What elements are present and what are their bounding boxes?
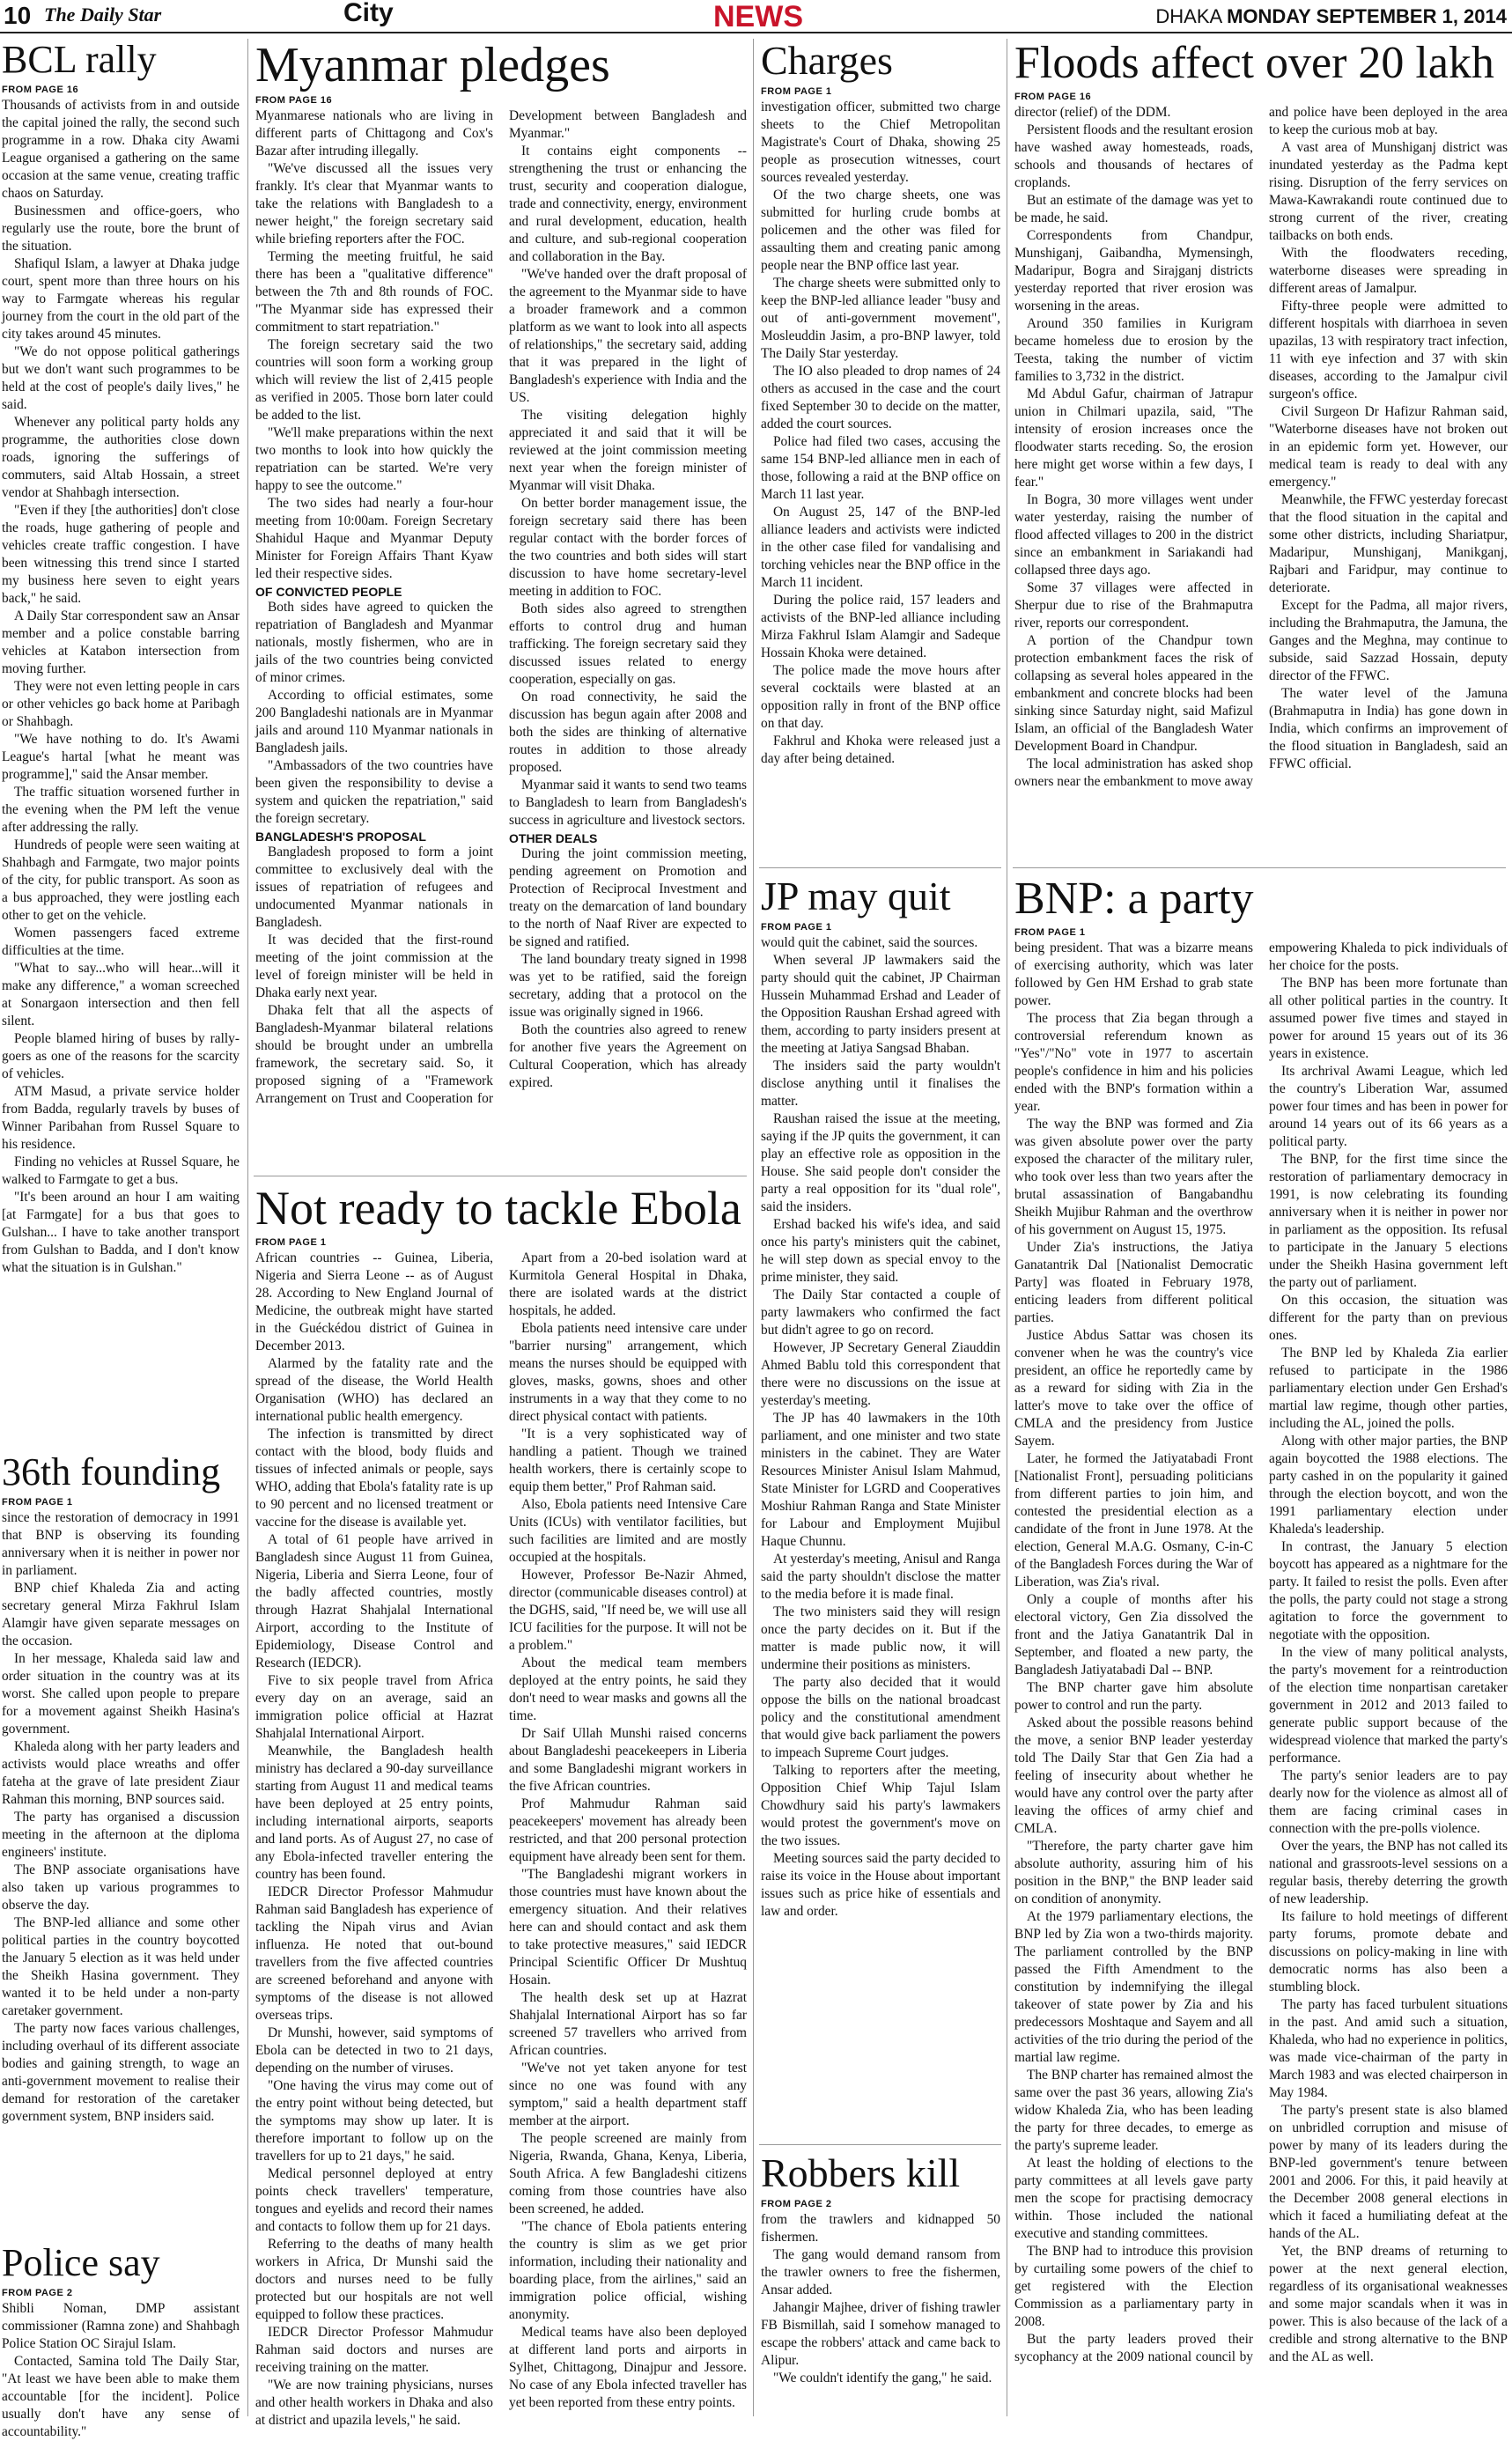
paragraph: Fifty-three people were admitted to different hospitals with diarrhoea in seven upazilas, 13 with respiratory tract infection, 11 with eye infection and 37 with skin diseases, according to the Jamalpur civil surgeon's office. bbox=[1269, 299, 1508, 402]
paragraph: Along with other major parties, the BNP again boycotted the 1988 elections. The party cashed in on the popularity it gained through the election boycott, and won the 1991 parliamentary election under Khaleda's leadership. bbox=[1269, 1434, 1508, 1537]
story-body bbox=[2, 97, 240, 1277]
paragraph: During the joint commission meeting, pending agreement on Promotion and Protection of Reciprocal Investment and treaty on the demarcation of land boundary to the north of Naaf River are expected to be signed and ratified. bbox=[509, 846, 747, 949]
paragraph: The party now faces various challenges, including overhaul of its different associate bodies and gaining strength, to wage an anti-government movement to realise their demand for restoration of the caretaker government system, BNP insiders said. bbox=[2, 2021, 240, 2124]
paragraph: ATM Masud, a private service holder from Badda, regularly travels by buses of Winner Paribahan from Russel Square to his residence. bbox=[2, 1084, 240, 1152]
paragraph: It contains eight components -- strengthening the trust or enhancing the trust, security and cooperation dialogue, trade and connectivity, energy, environment and rural development, education, health and culture, and sub-regional cooperation and collaboration in the Bay. bbox=[509, 144, 747, 264]
paragraph: would quit the cabinet, said the sources. bbox=[761, 935, 978, 950]
jump-line: FROM PAGE 1 bbox=[761, 86, 832, 97]
jump-line: FROM PAGE 2 bbox=[761, 2199, 832, 2209]
paragraph: People blamed hiring of buses by rally-goers as one of the reasons for the scarcity of vehicles. bbox=[2, 1031, 240, 1081]
jump-line: FROM PAGE 1 bbox=[1014, 927, 1086, 938]
paragraph: Around 350 families in Kurigram became homeless due to erosion by the Teesta, taking the number of victim families to 3,732 in the district. bbox=[1014, 316, 1253, 384]
paragraph: The party has organised a discussion meeting in the afternoon at the diploma engineers' institute. bbox=[2, 1810, 240, 1860]
paragraph: IEDCR Director Professor Mahmudur Rahman said doctors and nurses are receiving training on the matter. bbox=[255, 2325, 493, 2375]
paragraph: The local administration has asked shop owners near the embankment to move away and police have been deployed in the area to keep the curious mob at bay. bbox=[1014, 105, 1508, 789]
paragraph: Meeting sources said the party decided to raise its voice in the House about important issues such as price hike of essentials and law and order. bbox=[761, 1851, 1000, 1919]
paragraph: "We've handed over the draft proposal of the agreement to the Myanmar side to have a broader framework and a common platform as we want to look into all aspects of relationships," the secretary said, adding that it was prepared in the light of Bangladesh's experience with India and the US. bbox=[509, 267, 747, 405]
paragraph: Alarmed by the fatality rate and the spread of the disease, the World Health Organisation (WHO) has declared an international public health emergency. bbox=[255, 1356, 493, 1424]
paragraph: Meanwhile, the Bangladesh health ministry has declared a 90-day surveillance starting from August 11 and medical teams have been deployed at 25 entry points, including international airports, seaports and land ports. As of August 27, no case of any Ebola-infected traveller entering the country has been found. bbox=[255, 1744, 493, 1882]
paragraph: Contacted, Samina told The Daily Star, "At least we have been able to make them accountable [for the incident]. Police usually don't have any sense of accountability." bbox=[2, 2354, 240, 2439]
paragraph: "We'll make preparations within the next two months to look into how quickly the repatriation can be started. We're very happy to see the outcome." bbox=[255, 425, 493, 493]
jump-line: FROM PAGE 1 bbox=[761, 922, 832, 933]
paragraph: In her message, Khaleda said law and order situation in the country was at its worst. She called upon people to prepare for a movement against Sheikh Hasina's government. bbox=[2, 1651, 240, 1737]
paragraph: Ershad backed his wife's idea, and said once his party's ministers quit the cabinet, he will step down as special envoy to the prime minister, they said. bbox=[761, 1217, 1000, 1285]
paragraph: Its failure to hold meetings of different party forums, promote debate and discussions on policy-making in line with democratic norms has also been a stumbling block. bbox=[1269, 1909, 1508, 1995]
paragraph: On this occasion, the situation was different for the party than on previous ones. bbox=[1269, 1293, 1508, 1343]
paragraph: A portion of the Chandpur town protection embankment faces the risk of collapsing as several holes appeared in the embankment and concrete blocks had been sinking since Saturday night, said Mafizul Islam, an official of the Bangladesh Water Development Board in Chandpur. bbox=[1014, 633, 1253, 754]
paragraph: being president. That was a bizarre means of exercising authority, which was later followed by Gen HM Ershad to grab state power. bbox=[1014, 940, 1253, 1008]
paragraph: Talking to reporters after the meeting, Opposition Chief Whip Tajul Islam Chowdhury said his party's lawmakers would protest the government's move on the two issues. bbox=[761, 1763, 1000, 1848]
page-number: 10 bbox=[4, 2, 32, 29]
story-floods bbox=[1014, 38, 1508, 861]
paragraph: Later, he formed the Jatiyatabadi Front [Nationalist Front], persuading politicians from different parties to join him, and contested the presidential election as a candidate of the front in June 1978. At the election, General M.A.G. Osmany, C-in-C of the Bangladesh Forces during the War of Liberation, was Zia's rival. bbox=[1014, 1451, 1253, 1589]
paragraph: The land boundary treaty signed in 1998 was yet to be ratified, said the foreign secretary, adding that a protocol on the issue was originally signed in 1966. bbox=[509, 952, 747, 1020]
paragraph: Whenever any political party holds any programme, the authorities close down roads, ignoring the sufferings of commuters, said Altab Hossain, a street vendor at Shahbagh intersection. bbox=[2, 415, 240, 500]
headline: JP may quit bbox=[761, 874, 951, 918]
paragraph: Hundreds of people were seen waiting at Shahbagh and Farmgate, two major points of the city, for public transport. As soon as a bus approached, they were jostling each other to get on the vehicle. bbox=[2, 837, 240, 923]
paragraph: In Bogra, 30 more villages went under water yesterday, raising the number of flood affected villages to 200 in the district since an embankment in Sariakandi had collapsed three days ago. bbox=[1014, 492, 1253, 578]
paragraph: Terming the meeting fruitful, he said there has been a "qualitative difference" between the 7th and 8th rounds of FOC. "The Myanmar side has expressed their commitment to start repatriation." bbox=[255, 249, 493, 335]
paragraph: "It is a very sophisticated way of handling a patient. Though we trained health workers, there is certainly scope to equip them better," Prof Rahman said. bbox=[509, 1427, 747, 1494]
paragraph: from the trawlers and kidnapped 50 fishermen. bbox=[761, 2212, 1000, 2245]
paragraph: Ebola patients need intensive care under "barrier nursing" arrangement, which means the nurses should be equipped with gloves, masks, gowns, shoes and other instruments in a way that they come to no direct physical contact with patients. bbox=[509, 1321, 747, 1424]
paragraph: Raushan raised the issue at the meeting, saying if the JP quits the government, it can play an effective role as opposition in the House. She said people don't consider the party a real opposition for its "dual role", said the insiders. bbox=[761, 1111, 1000, 1214]
paragraph: The visiting delegation highly appreciated it and said that it will be reviewed at the joint commission meeting next year when the foreign minister of Myanmar will visit Dhaka. bbox=[509, 408, 747, 493]
paragraph: Md Abdul Gafur, chairman of Jatrapur union in Chilmari upazila, said, "The intensity of erosion increases once the floodwater starts receding. So, the erosion here might get worse within a few days, I fear." bbox=[1014, 387, 1253, 490]
paragraph: The people screened are mainly from Nigeria, Rwanda, Ghana, Kenya, Liberia, South Africa. A few Bangladeshi citizens coming from those countries have also been screened, he added. bbox=[509, 2131, 747, 2216]
subhead: OTHER DEALS bbox=[509, 831, 598, 845]
paragraph: The party's present state is also blamed on unbridled corruption and misuse of power by many of its leaders during the BNP-led government's tenure between 2001 and 2006. For this, it paid heavily at the December 2008 general elections in which it faced a humiliating defeat at the hands of the AL. bbox=[1269, 2103, 1508, 2241]
paragraph: Referring to the deaths of many health workers in Africa, Dr Munshi said the doctors and nurses need to be fully protected but our hospitals are not well equipped to follow these practices. bbox=[255, 2237, 493, 2322]
paragraph: Shafiqul Islam, a lawyer at Dhaka judge court, spent more than three hours on his way to Farmgate whereas his regular journey from the court in the old part of the city takes around 45 minutes. bbox=[2, 256, 240, 342]
headline: Myanmar pledges bbox=[255, 38, 610, 92]
paragraph: "Even if they [the authorities] don't close the roads, huge gathering of people and vehicles create traffic congestion. I have been witnessing this trend since I started my business here seven to eight years back," he said. bbox=[2, 503, 240, 606]
story-body bbox=[255, 107, 747, 1108]
paragraph: Of the two charge sheets, one was submitted for hurling crude bombs at policemen and the other was filed for assaulting them and creating panic among people near the BNP office last year. bbox=[761, 188, 1000, 273]
paragraph: The BNP charter gave him absolute power to control and run the party. bbox=[1014, 1680, 1253, 1713]
paragraph: "Ambassadors of the two countries have been given the responsibility to devise a system and quicken the repatriation," said the foreign secretary. bbox=[255, 758, 493, 826]
paragraph: The party has faced turbulent situations in the past. And amid such a situation, Khaleda, who had no experience in politics, was made vice-chairman of the party in March 1983 and was elected chairperson in May 1984. bbox=[1269, 1997, 1508, 2100]
paragraph: The foreign secretary said the two countries will soon form a working group which will review the list of 2,415 people as verified in 2005. Those born later could be added to the list. bbox=[255, 337, 493, 423]
story-divider bbox=[759, 2144, 1001, 2145]
paragraph: The traffic situation worsened further in the evening when the PM left the venue after addressing the rally. bbox=[2, 785, 240, 835]
headline: Floods affect over 20 lakh bbox=[1014, 38, 1494, 88]
story-body bbox=[2, 2300, 240, 2441]
paragraph: The BNP had to introduce this provision by curtailing some powers of the chief to get registered with the Election Commission as a parliamentary party in 2008. bbox=[1014, 2244, 1253, 2329]
paragraph: However, Professor Be-Nazir Ahmed, director (communicable diseases control) at the DGHS, said, "If need be, we will use all ICU facilities for the purpose. It will not be a problem." bbox=[509, 1567, 747, 1653]
paragraph: Medical teams have also been deployed at different land ports and airports in Sylhet, Chittagong, Dinajpur and Jessore. No case of any Ebola infected traveller has yet been reported from these entry points. bbox=[509, 2325, 747, 2410]
story-36th-founding bbox=[2, 1450, 240, 2237]
story-charges bbox=[761, 38, 1000, 861]
paragraph: Dr Saif Ullah Munshi raised concerns about Bangladeshi peacekeepers in Liberia and some Bangladeshi migrant workers in the five African countries. bbox=[509, 1726, 747, 1794]
story-bnp-a-party bbox=[1014, 876, 1508, 2417]
paragraph: Fakhrul and Khoka were released just a day after being detained. bbox=[761, 734, 1000, 766]
masthead bbox=[0, 0, 1512, 33]
jump-line: FROM PAGE 16 bbox=[2, 85, 79, 95]
paragraph: According to official estimates, some 200 Bangladeshi nationals are in Myanmar jails and around 110 Myanmar nationals in Bangladesh jails. bbox=[255, 688, 493, 756]
paragraph: When several JP lawmakers said the party should quit the cabinet, JP Chairman Hussein Muhammad Ershad and Leader of the Opposition Raushan Ershad agreed with them, according to party insiders present at the meeting at Jatiya Sangsad Bhaban. bbox=[761, 953, 1000, 1056]
paragraph: In contrast, the January 5 election boycott has appeared as a nightmare for the party. It failed to resist the polls. Even after the polls, the party could not stage a strong agitation to force the government to negotiate with the opposition. bbox=[1269, 1539, 1508, 1642]
paragraph: On better border management issue, the foreign secretary said there has been regular contact with the border forces of the two countries and both sides will start discussion to have home secretary-level meeting in addition to FOC. bbox=[509, 496, 747, 599]
paragraph: The BNP, for the first time since the restoration of parliamentary democracy in 1991, is now celebrating its founding anniversary when it is neither in power nor in parliament as the opposition. Its refusal to participate in the January 5 elections under the Sheikh Hasina government left the party out of parliament. bbox=[1269, 1152, 1508, 1290]
headline: BCL rally bbox=[2, 38, 157, 81]
paragraph: Asked about the possible reasons behind the move, a senior BNP leader yesterday told The Daily Star that Gen Zia had a feeling of insecurity about whether he would have any control over the party after leaving the offices of army chief and CMLA. bbox=[1014, 1715, 1253, 1836]
section-news-label: NEWS bbox=[713, 0, 803, 33]
paragraph: But an estimate of the damage was yet to be made, he said. bbox=[1014, 193, 1253, 225]
jump-line: FROM PAGE 16 bbox=[255, 95, 333, 106]
paragraph: "We have nothing to do. It's Awami League's hartal [what he meant was programme]," said the Ansar member. bbox=[2, 732, 240, 782]
paragraph: A total of 61 people have arrived in Bangladesh since August 11 from Guinea, Nigeria, Liberia and Sierra Leone, four of the badly affected countries, mostly through Hazrat Shahjalal International Airport, according to the Institute of Epidemiology, Disease Control and Research (IEDCR). bbox=[255, 1532, 493, 1670]
paragraph: Justice Abdus Sattar was chosen its convener when he was the country's vice president, an office he reportedly came by as a reward for siding with Zia in the latter's move to take over the office of CMLA and the presidency from Justice Sayem. bbox=[1014, 1328, 1253, 1449]
paragraph: Shibli Noman, DMP assistant commissioner (Ramna zone) and Shahbagh Police Station OC Sirajul Islam. bbox=[2, 2301, 240, 2351]
story-body bbox=[2, 1509, 240, 2126]
paragraph: At yesterday's meeting, Anisul and Ranga said the party shouldn't disclose the matter to the media before it is made final. bbox=[761, 1552, 1000, 1602]
paragraph: Meanwhile, the FFWC yesterday forecast that the flood situation in the capital and some other districts, including Shariatpur, Madaripur, Munshiganj, Manikganj, Rajbari and Faridpur, may continue to deteriorate. bbox=[1269, 492, 1508, 595]
paragraph: African countries -- Guinea, Liberia, Nigeria and Sierra Leone -- as of August 28. According to New England Journal of Medicine, the outbreak might have started in the Guéckédou district of Guinea in December 2013. bbox=[255, 1250, 493, 1353]
paragraph: investigation officer, submitted two charge sheets to the Chief Metropolitan Magistrate's Court of Dhaka, showing 25 people as prosecution witnesses, court sources revealed yesterday. bbox=[761, 100, 1000, 185]
paragraph: Thousands of activists from in and outside the capital joined the rally, the second such programme in a row. Dhaka city Awami League organised a gathering on the same occasion at the same venue, creating traffic chaos on Saturday. bbox=[2, 98, 240, 201]
paragraph: A Daily Star correspondent saw an Ansar member and a police constable barring vehicles at Katabon intersection from moving further. bbox=[2, 608, 240, 676]
paragraph: They were not even letting people in cars or other vehicles go back home at Paribagh or Shahbagh. bbox=[2, 679, 240, 729]
paragraph: Its archrival Awami League, which led the country's Liberation War, assumed power four times and has been in power for around 14 years out of its 66 years as a political party. bbox=[1269, 1064, 1508, 1149]
paragraph: "Therefore, the party charter gave him absolute authority, assuring him of his position in the BNP," the BNP leader said on condition of anonymity. bbox=[1014, 1839, 1253, 1906]
story-body bbox=[255, 1250, 747, 2430]
story-divider bbox=[759, 867, 1001, 868]
paragraph: The charge sheets were submitted only to keep the BNP-led alliance leader "busy and out of anti-government movement", Mosleuddin Jasim, a pro-BNP lawyer, told The Daily Star yesterday. bbox=[761, 276, 1000, 361]
paragraph: Khaleda along with her party leaders and activists would place wreaths and offer fateha at the grave of late president Ziaur Rahman this morning, BNP sources said. bbox=[2, 1739, 240, 1807]
paragraph: Persistent floods and the resultant erosion have washed away homesteads, roads, schools and thousands of hectares of croplands. bbox=[1014, 122, 1253, 190]
headline: 36th founding bbox=[2, 1450, 221, 1493]
paragraph: Under Zia's instructions, the Jatiya Ganatantrik Dal [Nationalist Democratic Party] was floated in February 1978, enticing leaders from different political parties. bbox=[1014, 1240, 1253, 1325]
story-police-say bbox=[2, 2241, 240, 2439]
paragraph: "The Bangladeshi migrant workers in those countries must have known about the emergency situation. And their relatives here can and should contact and ask them to take protective measures," said IEDCR Principal Scientific Officer Dr Mushtuq Hosain. bbox=[509, 1867, 747, 1987]
paragraph: Both the countries also agreed to renew for another five years the Agreement on Cultural Cooperation, which has already expired. bbox=[509, 1022, 747, 1090]
paragraph: Some 37 villages were affected in Sherpur due to rise of the Brahmaputra river, reports our correspondent. bbox=[1014, 580, 1253, 631]
paragraph: Dhaka felt that all the aspects of Bangladesh-Myanmar bilateral relations should be brought under an umbrella framework, the secretary said. So, it proposed signing of a "Framework Arrangement on Trust and Cooperation for Development between Bangladesh and Myanmar." bbox=[255, 108, 747, 1106]
section-label: City bbox=[343, 0, 394, 27]
paragraph: The BNP-led alliance and some other political parties in the country boycotted the January 5 election as it was held under the Sheikh Hasina government. They wanted it to be held under a non-party caretaker government. bbox=[2, 1915, 240, 2018]
paragraph: Dr Munshi, however, said symptoms of Ebola can be detected in two to 21 days, depending on the number of viruses. bbox=[255, 2025, 493, 2076]
paragraph: At least the holding of elections to the party committees at all levels gave party men the scope for practising democracy within. Those included the national executive and standing committees. bbox=[1014, 2156, 1253, 2241]
paragraph: The IO also pleaded to drop names of 24 others as accused in the case and the court fixed September 30 to decide on the matter, added the court sources. bbox=[761, 364, 1000, 431]
paragraph: At the 1979 parliamentary elections, the BNP led by Zia won a two-thirds majority. The parliament controlled by the BNP passed the Fifth Amendment to the constitution by indemnifying the illegal takeover of state power by Zia and his predecessors Moshtaque and Sayem and all activities of the trio during the period of the martial law regime. bbox=[1014, 1909, 1253, 2065]
jump-line: FROM PAGE 16 bbox=[1014, 92, 1092, 102]
paragraph: On road connectivity, he said the discussion has begun again after 2008 and both the sides are thinking of alternative routes in addition to those already proposed. bbox=[509, 690, 747, 775]
story-body bbox=[1014, 104, 1508, 791]
paragraph: Myanmarese nationals who are living in different parts of Chittagong and Cox's Bazar after intruding illegally. bbox=[255, 108, 493, 159]
paragraph: Also, Ebola patients need Intensive Care Units (ICUs) with ventilator facilities, but such facilities are limited and are mostly occupied at the hospitals. bbox=[509, 1497, 747, 1565]
paragraph: Civil Surgeon Dr Hafizur Rahman said, "Waterborne diseases have not broken out in an epidemic form yet. However, our medical team is ready to deal with any emergency." bbox=[1269, 404, 1508, 490]
headline: Not ready to tackle Ebola bbox=[255, 1182, 741, 1235]
paragraph: In the view of many political analysts, the party's movement for a reintroduction of the election time nonpartisan caretaker government in 2012 and 2013 failed to generate public support because of the widespread violence that marked the party's performance. bbox=[1269, 1645, 1508, 1766]
paragraph: A vast area of Munshiganj district was inundated yesterday as the Padma kept rising. Disruption of the ferry services on Mawa-Kawrakandi route continued due to strong current of the river, creating tailbacks on both ends. bbox=[1269, 140, 1508, 243]
dateline: DHAKA MONDAY SEPTEMBER 1, 2014 bbox=[1155, 5, 1507, 27]
column-rule bbox=[753, 39, 754, 2416]
paragraph: The two sides had nearly a four-hour meeting from 10:00am. Foreign Secretary Shahidul Haque and Myanmar Deputy Minister for Foreign Affairs Thant Kyaw led their respective sides. bbox=[255, 496, 493, 581]
headline: Police say bbox=[2, 2241, 160, 2284]
headline: Robbers kill bbox=[761, 2150, 961, 2195]
paragraph: The water level of the Jamuna (Brahmaputra in India) has gone down in India, which confirms an improvement of the flood situation in Bangladesh, said an FFWC official. bbox=[1269, 686, 1508, 771]
paragraph: Only a couple of months after his electoral victory, Gen Zia dissolved the front and the Jatiya Ganatantrik Dal in September, and floated a new party, the Bangladesh Jatiyatabadi Dal -- BNP. bbox=[1014, 1592, 1253, 1678]
story-ebola bbox=[255, 1182, 747, 2428]
paragraph: About the medical team members deployed at the entry points, he said they don't need to wear masks and gowns all the time. bbox=[509, 1656, 747, 1723]
paragraph: On August 25, 147 of the BNP-led alliance leaders and activists were indicted in the other case filed for vandalising and torching vehicles near the BNP office in the March 11 incident. bbox=[761, 505, 1000, 590]
paragraph: Bangladesh proposed to form a joint committee to exclusively deal with the issues of repatriation of refugees and undocumented Myanmar nationals in Bangladesh. bbox=[255, 844, 493, 930]
paragraph: Jahangir Majhee, driver of fishing trawler FB Bismillah, said I somehow managed to escape the robbers' attack and came back to Alipur. bbox=[761, 2300, 1000, 2368]
paragraph: Except for the Padma, all major rivers, including the Brahmaputra, the Jamuna, the Ganges and the Meghna, may continue to subside, said Sazzad Hossain, deputy director of the FFWC. bbox=[1269, 598, 1508, 683]
jump-line: FROM PAGE 1 bbox=[2, 1497, 73, 1508]
paragraph: During the police raid, 157 leaders and activists of the BNP-led alliance including Mirza Fakhrul Islam Alamgir and Sadeque Hossain Khoka were detained. bbox=[761, 593, 1000, 660]
paragraph: BNP chief Khaleda Zia and acting secretary general Mirza Fakhrul Islam Alamgir have given separate messages on the occasion. bbox=[2, 1581, 240, 1648]
paragraph: since the restoration of democracy in 1991 that BNP is observing its founding anniversary when it is neither in power nor in parliament. bbox=[2, 1510, 240, 1578]
story-body bbox=[761, 934, 1000, 1921]
paragraph: However, JP Secretary General Ziauddin Ahmed Bablu told this correspondent that there were no discussions on the issue at yesterday's meeting. bbox=[761, 1340, 1000, 1408]
paragraph: The Daily Star contacted a couple of party lawmakers who confirmed the fact but didn't agree to go on record. bbox=[761, 1287, 1000, 1338]
story-myanmar-pledges bbox=[255, 38, 747, 1169]
paragraph: Finding no vehicles at Russel Square, he walked to Farmgate to get a bus. bbox=[2, 1154, 240, 1187]
paragraph: The BNP led by Khaleda Zia earlier refused to participate in the 1986 parliamentary election under Gen Ershad's martial law regime, though other parties, including the AL, joined the polls. bbox=[1269, 1346, 1508, 1431]
paragraph: The police made the move hours after several cocktails were blasted at an opposition rally in front of the BNP office on that day. bbox=[761, 663, 1000, 731]
subhead: BANGLADESH'S PROPOSAL bbox=[255, 830, 426, 844]
paragraph: "We've discussed all the issues very frankly. It's clear that Myanmar wants to take the relations with Bangladesh to a newer height," the foreign secretary said while briefing reporters after the FOC. bbox=[255, 161, 493, 247]
paragraph: The BNP has been more fortunate than all other political parties in the country. It assumed power five times and stayed in power for around 15 years out of its 36 years in existence. bbox=[1269, 976, 1508, 1061]
paragraph: The health desk set up at Hazrat Shahjalal International Airport has so far screened 57 travellers who arrived from African countries. bbox=[509, 1990, 747, 2058]
paragraph: "We've not yet taken anyone for test since no one was found with any symptom," said a health department staff member at the airport. bbox=[509, 2061, 747, 2128]
paragraph: Both sides have agreed to quicken the repatriation of Bangladesh and Myanmar nationals, mostly fishermen, who are in jails of the two countries being convicted of minor crimes. bbox=[255, 600, 493, 685]
paragraph: Women passengers faced extreme difficulties at the time. bbox=[2, 926, 240, 958]
paragraph: Apart from a 20-bed isolation ward at Kurmitola General Hospital in Dhaka, there are isolated wards at the district hospitals, he added. bbox=[509, 1250, 747, 1318]
paragraph: "The chance of Ebola patients entering the country is slim as we get prior information, including their nationality and boarding place, from the airlines," said an immigration police official, wishing anonymity. bbox=[509, 2219, 747, 2322]
story-body bbox=[1014, 940, 1508, 2366]
column-rule bbox=[247, 39, 248, 2416]
paragraph: "We are now training physicians, nurses and other health workers in Dhaka and also at district and upazila levels," he said. bbox=[255, 2378, 493, 2428]
paragraph: Businessmen and office-goers, who regularly use the route, bore the brunt of the situation. bbox=[2, 203, 240, 254]
paragraph: Police had filed two cases, accusing the same 154 BNP-led alliance men in each of those, following a raid at the BNP office on March 11 last year. bbox=[761, 434, 1000, 502]
paragraph: But the party leaders proved their sycophancy at the 2009 national council by empowering Khaleda to pick individuals of her choice for the posts. bbox=[1014, 940, 1508, 2364]
paragraph: The infection is transmitted by direct contact with the blood, body fluids and tissues of infected animals or people, says WHO, adding that Ebola's fatality rate is up to 90 percent and no licensed treatment or vaccine for the disease is available yet. bbox=[255, 1427, 493, 1530]
paragraph: The party also decided that it would oppose the bills on the national broadcast policy and the constitutional amendment that would give back parliament the powers to impeach Supreme Court judges. bbox=[761, 1675, 1000, 1760]
paragraph: "We do not oppose political gatherings but we don't want such programmes to be held at the cost of people's daily lives," he said. bbox=[2, 344, 240, 412]
paragraph: The process that Zia began through a controversial referendum known as "Yes"/"No" vote in 1977 to ascertain people's confidence in him and his policies ended with the BNP's formation within a year. bbox=[1014, 1011, 1253, 1114]
paragraph: It was decided that the first-round meeting of the joint commission at the level of foreign minister will be held in Dhaka early next year. bbox=[255, 933, 493, 1000]
story-divider bbox=[1013, 867, 1506, 868]
paragraph: director (relief) of the DDM. bbox=[1014, 105, 1171, 120]
paragraph: Correspondents from Chandpur, Munshiganj, Gaibandha, Mymensingh, Madaripur, Bogra and Sirajganj districts yesterday reported that river erosion was worsening in the areas. bbox=[1014, 228, 1253, 313]
story-robbers-kill bbox=[761, 2150, 1000, 2417]
paragraph: With the floodwaters receding, waterborne diseases were spreading in different areas of Jamalpur. bbox=[1269, 246, 1508, 296]
story-body bbox=[761, 99, 1000, 768]
subhead: OF CONVICTED PEOPLE bbox=[255, 585, 402, 599]
paragraph: The BNP associate organisations have also taken up various programmes to observe the day. bbox=[2, 1862, 240, 1913]
paragraph: The gang would demand ransom from the trawler owners to free the fishermen, Ansar added. bbox=[761, 2247, 1000, 2297]
paragraph: IEDCR Director Professor Mahmudur Rahman said Bangladesh has experience of tackling the Nipah virus and Avian influenza. He noted that out-bound travellers from the five affected countries are screened beforehand and anyone with symptoms of the disease is not allowed overseas trips. bbox=[255, 1884, 493, 2023]
jump-line: FROM PAGE 1 bbox=[255, 1237, 327, 1248]
paragraph: "What to say...who will hear...will it make any difference," a woman screeched at Sonargaon intersection and then fell silent. bbox=[2, 961, 240, 1029]
jump-line: FROM PAGE 2 bbox=[2, 2288, 73, 2298]
paragraph: The party's senior leaders are to pay dearly now for the violence as almost all of them are facing criminal cases in connection with the pre-polls violence. bbox=[1269, 1768, 1508, 1836]
paragraph: "One having the virus may come out of the entry point without being detected, but the symptoms may show up later. It is therefore important to follow up on the travellers for up to 21 days," he said. bbox=[255, 2078, 493, 2164]
paragraph: Prof Mahmudur Rahman said peacekeepers' movement has already been restricted, and that 200 personal protection equipment have already been sent for them. bbox=[509, 1796, 747, 1864]
paragraph: "We couldn't identify the gang," he said. bbox=[773, 2371, 992, 2386]
paragraph: The two ministers said they will resign once the party decides on it. But if the matter is made public now, it will undermine their positions as ministers. bbox=[761, 1604, 1000, 1672]
paragraph: Yet, the BNP dreams of returning to power at the next general election, regardless of its organisational weaknesses and some major scandals when it was in power. This is also because of the lack of a credible and strong alternative to the BNP and the AL as well. bbox=[1269, 2244, 1508, 2364]
story-bcl-rally bbox=[2, 38, 240, 1445]
paragraph: Myanmar said it wants to send two teams to Bangladesh to learn from Bangladesh's success in agriculture and livestock sectors. bbox=[509, 778, 747, 828]
headline: BNP: a party bbox=[1014, 874, 1254, 924]
story-jp-may-quit bbox=[761, 876, 1000, 2137]
paragraph: Both sides also agreed to strengthen efforts to control drug and human trafficking. The foreign secretary said they discussed issues related to energy cooperation, especially on gas. bbox=[509, 601, 747, 687]
paragraph: Medical personnel deployed at entry points check travellers' temperature, tongues and eyelids and record their names and contacts to follow them up for 21 days. bbox=[255, 2166, 493, 2234]
paragraph: The insiders said the party wouldn't disclose anything until it finalises the matter. bbox=[761, 1058, 1000, 1109]
paragraph: The JP has 40 lawmakers in the 10th parliament, and one minister and two state ministers in the cabinet. They are Water Resources Minister Anisul Islam Mahmud, State Minister for LGRD and Cooperatives Moshiur Rahman Ranga and State Minister for Labour and Employment Mujibul Haque Chunnu. bbox=[761, 1411, 1000, 1549]
paragraph: The way the BNP was formed and Zia was given absolute power over the party exposed the character of the military ruler, who took over less than two years after the brutal assassination of Bangabandhu Sheikh Mujibur Rahman and the overthrow of his government on August 15, 1975. bbox=[1014, 1117, 1253, 1237]
paragraph: Five to six people travel from Africa every day on an average, said an immigration police official at Hazrat Shahjalal International Airport. bbox=[255, 1673, 493, 1741]
paragraph: Over the years, the BNP has not called its national and grassroots-level sessions on a regular basis, thereby deterring the growth of new leadership. bbox=[1269, 1839, 1508, 1906]
story-body bbox=[761, 2211, 1000, 2387]
headline: Charges bbox=[761, 38, 893, 83]
paragraph: "It's been around an hour I am waiting [at Farmgate] for a bus that goes to Gulshan... I have to take another transport from Gulshan to Badda, and I don't know what the situation is in Gulshan." bbox=[2, 1190, 240, 1275]
paragraph: The BNP charter has remained almost the same over the past 36 years, allowing Zia's widow Khaleda Zia, who has been leading the party for three decades, to emerge as the party's supreme leader. bbox=[1014, 2068, 1253, 2153]
paper-logo: The Daily Star bbox=[44, 4, 162, 26]
